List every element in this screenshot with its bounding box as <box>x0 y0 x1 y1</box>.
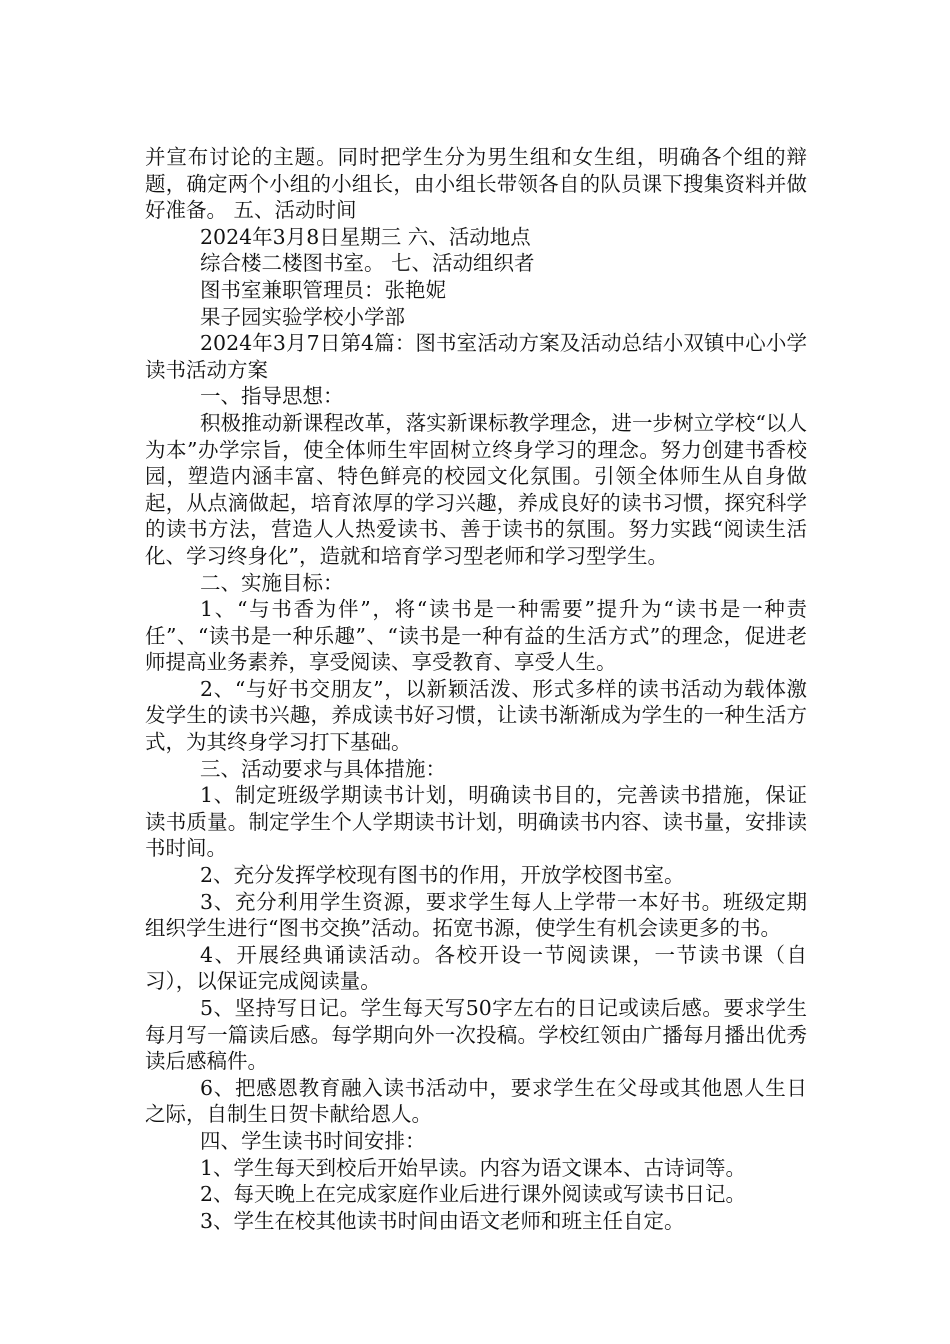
paragraph-measure-1: 1、制定班级学期读书计划，明确读书目的，完善读书措施，保证读书质量。制定学生个人学期读书计划，明确读书内容、读书量，安排读书时间。 <box>145 783 807 861</box>
paragraph-continuation: 并宣布讨论的主题。同时把学生分为男生组和女生组，明确各个组的辩题，确定两个小组的小组长，由小组长带领各自的队员课下搜集资料并做好准备。 五、活动时间 <box>145 145 807 223</box>
paragraph-organizer: 图书室兼职管理员：张艳妮 <box>200 277 446 302</box>
paragraph-school-name: 果子园实验学校小学部 <box>200 304 405 329</box>
heading-requirements-measures: 三、活动要求与具体措施： <box>200 756 446 781</box>
heading-guiding-ideology: 一、指导思想： <box>200 384 344 409</box>
paragraph-chapter-title: 2024年3月7日第4篇：图书室活动方案及活动总结小双镇中心小学读书活动方案 <box>145 331 807 382</box>
paragraph-measure-2: 2、充分发挥学校现有图书的作用，开放学校图书室。 <box>200 863 685 888</box>
paragraph-schedule-2: 2、每天晚上在完成家庭作业后进行课外阅读或写读书日记。 <box>200 1182 747 1207</box>
paragraph-activity-location: 综合楼二楼图书室。 七、活动组织者 <box>200 251 535 276</box>
document-page <box>145 144 807 1234</box>
paragraph-measure-5: 5、坚持写日记。学生每天写50字左右的日记或读后感。要求学生每月写一篇读后感。每学期向外一次投稿。学校红领由广播每月播出优秀读后感稿件。 <box>145 996 807 1074</box>
paragraph-schedule-1: 1、学生每天到校后开始早读。内容为语文课本、古诗词等。 <box>200 1155 747 1180</box>
paragraph-measure-3: 3、充分利用学生资源，要求学生每人上学带一本好书。班级定期组织学生进行“图书交换”活动。拓宽书源，使学生有机会读更多的书。 <box>145 889 807 941</box>
paragraph-schedule-3: 3、学生在校其他读书时间由语文老师和班主任自定。 <box>200 1208 685 1233</box>
paragraph-goal-1: 1、“与书香为伴”，将“读书是一种需要”提升为“读书是一种责任”、“读书是一种乐趣”、“读书是一种有益的生活方式”的理念，促进老师提高业务素养，享受阅读、享受教育、享受人生。 <box>145 597 807 675</box>
paragraph-measure-4: 4、开展经典诵读活动。各校开设一节阅读课，一节读书课（自习），以保证完成阅读量。 <box>145 942 807 994</box>
heading-implementation-goals: 二、实施目标： <box>200 570 344 595</box>
paragraph-goal-2: 2、“与好书交朋友”，以新颖活泼、形式多样的读书活动为载体激发学生的读书兴趣，养成读书好习惯，让读书渐渐成为学生的一种生活方式，为其终身学习打下基础。 <box>145 676 807 755</box>
paragraph-activity-date: 2024年3月8日星期三 六、活动地点 <box>200 224 531 249</box>
heading-reading-schedule: 四、学生读书时间安排： <box>200 1128 426 1153</box>
paragraph-measure-6: 6、把感恩教育融入读书活动中，要求学生在父母或其他恩人生日之际，自制生日贺卡献给恩人。 <box>145 1075 807 1127</box>
paragraph-guiding-ideology: 积极推动新课程改革，落实新课标教学理念，进一步树立学校“以人为本”办学宗旨，使全体师生牢固树立终身学习的理念。努力创建书香校园，塑造内涵丰富、特色鲜亮的校园文化氛围。引领全体师生从自身做起，从点滴做起，培育浓厚的学习兴趣，养成良好的读书习惯，探究科学的读书方法，营造人人热爱读书、善于读书的氛围。努力实践“阅读生活化、学习终身化”，造就和培育学习型老师和学习型学生。 <box>145 410 807 568</box>
